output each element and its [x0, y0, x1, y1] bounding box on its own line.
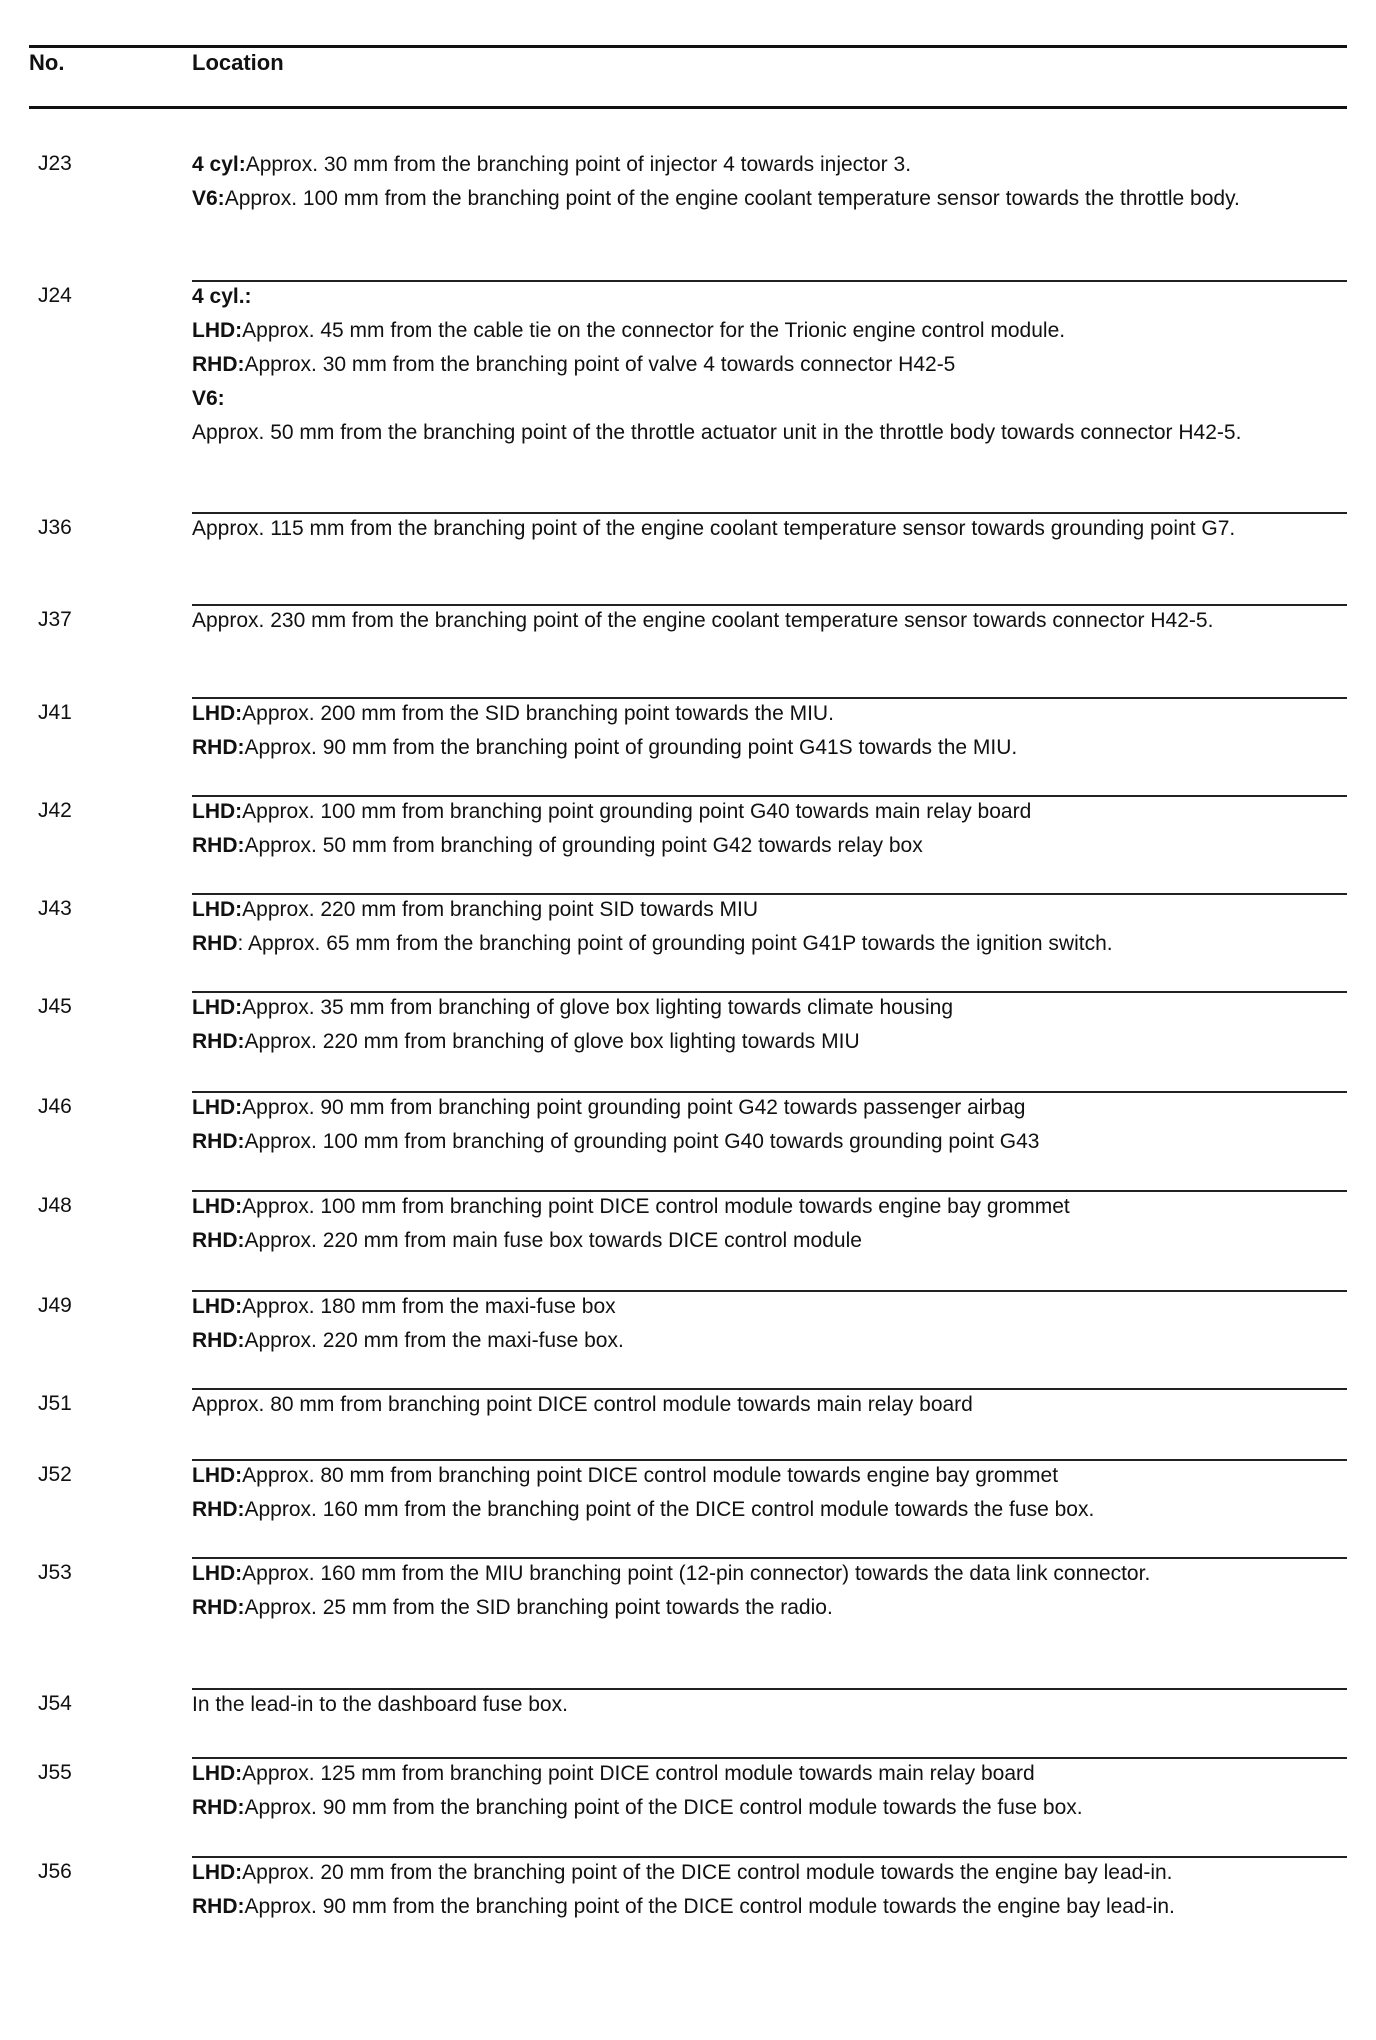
variant-label: RHD:: [192, 1030, 245, 1053]
location-description: [192, 1095, 1342, 1163]
location-text: Approx. 220 mm from the maxi-fuse box.: [244, 1329, 624, 1352]
junction-number: J37: [38, 608, 72, 631]
row-divider: [192, 1459, 1347, 1461]
location-text: Approx. 100 mm from branching point grounding point G40 towards main relay board: [242, 800, 1032, 823]
variant-label: LHD:: [192, 1464, 243, 1487]
location-text: Approx. 180 mm from the maxi-fuse box: [242, 1295, 616, 1318]
variant-label: 4 cyl:: [192, 153, 246, 176]
row-divider: [192, 1290, 1347, 1292]
location-text: Approx. 80 mm from branching point DICE control module towards main relay board: [192, 1393, 973, 1416]
location-line: [192, 420, 1342, 446]
variant-label: RHD:: [192, 1895, 245, 1918]
location-line: [192, 799, 1342, 825]
location-line: [192, 1029, 1342, 1055]
location-line: [192, 735, 1342, 761]
location-text: Approx. 50 mm from the branching point of the throttle actuator unit in the throttle body towards connector H42-5.: [192, 421, 1242, 444]
location-line: [192, 1294, 1342, 1320]
location-description: [192, 1392, 1342, 1426]
variant-label: LHD:: [192, 1096, 243, 1119]
variant-label: RHD:: [192, 736, 245, 759]
row-divider: [192, 280, 1347, 282]
junction-number: J53: [38, 1561, 72, 1584]
junction-number: J56: [38, 1860, 72, 1883]
variant-label: LHD:: [192, 1762, 243, 1785]
header-bottom-rule: [29, 106, 1347, 109]
variant-label: 4 cyl.:: [192, 285, 252, 308]
variant-label: RHD:: [192, 353, 245, 376]
junction-number: J43: [38, 897, 72, 920]
variant-label: RHD:: [192, 834, 245, 857]
location-description: [192, 1692, 1342, 1726]
junction-number: J49: [38, 1294, 72, 1317]
location-line: [192, 833, 1342, 859]
location-description: [192, 799, 1342, 867]
junction-number: J24: [38, 284, 72, 307]
location-line: [192, 1561, 1342, 1587]
junction-number: J51: [38, 1392, 72, 1415]
location-line: [192, 931, 1342, 957]
location-text: Approx. 90 mm from branching point grounding point G42 towards passenger airbag: [242, 1096, 1026, 1119]
column-header-no: No.: [29, 50, 65, 75]
row-divider: [192, 697, 1347, 699]
location-line: [192, 318, 1342, 344]
location-line: [192, 1129, 1342, 1155]
row-divider: [192, 1388, 1347, 1390]
variant-label: LHD:: [192, 898, 243, 921]
location-line: [192, 1795, 1342, 1821]
location-line: [192, 516, 1342, 542]
location-text: Approx. 50 mm from branching of grounding point G42 towards relay box: [244, 834, 923, 857]
location-line: [192, 1595, 1342, 1621]
row-divider: [192, 991, 1347, 993]
location-line: [192, 1328, 1342, 1354]
location-description: [192, 152, 1342, 220]
location-text: Approx. 220 mm from branching of glove box lighting towards MIU: [244, 1030, 860, 1053]
location-line: [192, 608, 1342, 634]
location-description: [192, 1463, 1342, 1531]
row-divider: [192, 795, 1347, 797]
location-description: [192, 1294, 1342, 1362]
location-text: Approx. 160 mm from the branching point of the DICE control module towards the fuse box.: [244, 1498, 1095, 1521]
location-line: [192, 1392, 1342, 1418]
location-description: [192, 1194, 1342, 1262]
location-line: [192, 1497, 1342, 1523]
location-text: Approx. 200 mm from the SID branching point towards the MIU.: [242, 702, 834, 725]
location-text: Approx. 30 mm from the branching point of injector 4 towards injector 3.: [245, 153, 912, 176]
junction-number: J23: [38, 152, 72, 175]
variant-label: LHD:: [192, 702, 243, 725]
location-description: [192, 1561, 1342, 1629]
variant-label: LHD:: [192, 1195, 243, 1218]
location-text: Approx. 100 mm from branching point DICE control module towards engine bay grommet: [242, 1195, 1070, 1218]
location-line: [192, 1860, 1342, 1886]
location-text: Approx. 125 mm from branching point DICE control module towards main relay board: [242, 1762, 1035, 1785]
location-text: Approx. 90 mm from the branching point of the DICE control module towards the engine bay lead-in.: [244, 1895, 1175, 1918]
location-description: [192, 995, 1342, 1063]
location-description: [192, 516, 1342, 550]
location-text: : Approx. 65 mm from the branching point of grounding point G41P towards the ignition switch.: [237, 932, 1113, 955]
variant-label: RHD:: [192, 1130, 245, 1153]
row-divider: [192, 1091, 1347, 1093]
location-text: Approx. 100 mm from the branching point of the engine coolant temperature sensor towards the throttle body.: [224, 187, 1240, 210]
location-line: [192, 1692, 1342, 1718]
row-divider: [192, 1190, 1347, 1192]
variant-label: LHD:: [192, 1562, 243, 1585]
variant-label: V6:: [192, 387, 225, 410]
location-description: [192, 1761, 1342, 1829]
row-divider: [192, 1557, 1347, 1559]
variant-label: LHD:: [192, 996, 243, 1019]
junction-number: J48: [38, 1194, 72, 1217]
location-line: [192, 284, 1342, 310]
variant-label: LHD:: [192, 1295, 243, 1318]
location-text: Approx. 90 mm from the branching point of the DICE control module towards the fuse box.: [244, 1796, 1083, 1819]
junction-number: J54: [38, 1692, 72, 1715]
variant-label: RHD: [192, 932, 238, 955]
row-divider: [192, 893, 1347, 895]
row-divider: [192, 1688, 1347, 1690]
row-divider: [192, 512, 1347, 514]
location-text: Approx. 25 mm from the SID branching point towards the radio.: [244, 1596, 833, 1619]
location-text: Approx. 30 mm from the branching point of valve 4 towards connector H42-5: [244, 353, 956, 376]
junction-number: J46: [38, 1095, 72, 1118]
location-line: [192, 152, 1342, 178]
row-divider: [192, 1757, 1347, 1759]
location-text: In the lead-in to the dashboard fuse box.: [192, 1693, 568, 1716]
location-line: [192, 1761, 1342, 1787]
variant-label: RHD:: [192, 1498, 245, 1521]
junction-number: J55: [38, 1761, 72, 1784]
junction-number: J36: [38, 516, 72, 539]
location-line: [192, 186, 1342, 212]
variant-label: RHD:: [192, 1796, 245, 1819]
location-line: [192, 1894, 1342, 1920]
location-description: [192, 1860, 1342, 1928]
junction-number: J42: [38, 799, 72, 822]
location-line: [192, 1463, 1342, 1489]
location-text: Approx. 160 mm from the MIU branching point (12-pin connector) towards the data link connector.: [242, 1562, 1151, 1585]
junction-number: J45: [38, 995, 72, 1018]
variant-label: LHD:: [192, 800, 243, 823]
location-description: [192, 897, 1342, 965]
column-header-location: Location: [192, 50, 284, 75]
location-description: [192, 284, 1342, 454]
variant-label: RHD:: [192, 1329, 245, 1352]
location-line: [192, 1194, 1342, 1220]
location-line: [192, 897, 1342, 923]
location-line: [192, 1228, 1342, 1254]
location-text: Approx. 35 mm from branching of glove box lighting towards climate housing: [242, 996, 954, 1019]
location-text: Approx. 220 mm from main fuse box towards DICE control module: [244, 1229, 862, 1252]
location-line: [192, 701, 1342, 727]
variant-label: V6:: [192, 187, 225, 210]
location-text: Approx. 220 mm from branching point SID towards MIU: [242, 898, 759, 921]
variant-label: LHD:: [192, 319, 243, 342]
junction-number: J41: [38, 701, 72, 724]
header-top-rule: [29, 45, 1347, 48]
location-text: Approx. 115 mm from the branching point of the engine coolant temperature sensor towards grounding point G7.: [192, 517, 1236, 540]
location-text: Approx. 230 mm from the branching point of the engine coolant temperature sensor towards connector H42-5.: [192, 609, 1214, 632]
location-description: [192, 701, 1342, 769]
location-line: [192, 995, 1342, 1021]
location-description: [192, 608, 1342, 642]
junction-number: J52: [38, 1463, 72, 1486]
location-text: Approx. 90 mm from the branching point of grounding point G41S towards the MIU.: [244, 736, 1018, 759]
location-text: Approx. 80 mm from branching point DICE control module towards engine bay grommet: [242, 1464, 1059, 1487]
variant-label: LHD:: [192, 1861, 243, 1884]
row-divider: [192, 604, 1347, 606]
location-text: Approx. 45 mm from the cable tie on the connector for the Trionic engine control module.: [242, 319, 1066, 342]
location-text: Approx. 20 mm from the branching point of the DICE control module towards the engine bay lead-in.: [242, 1861, 1173, 1884]
location-text: Approx. 100 mm from branching of grounding point G40 towards grounding point G43: [244, 1130, 1040, 1153]
variant-label: RHD:: [192, 1229, 245, 1252]
location-line: [192, 1095, 1342, 1121]
location-line: [192, 386, 1342, 412]
row-divider: [192, 1856, 1347, 1858]
location-line: [192, 352, 1342, 378]
variant-label: RHD:: [192, 1596, 245, 1619]
